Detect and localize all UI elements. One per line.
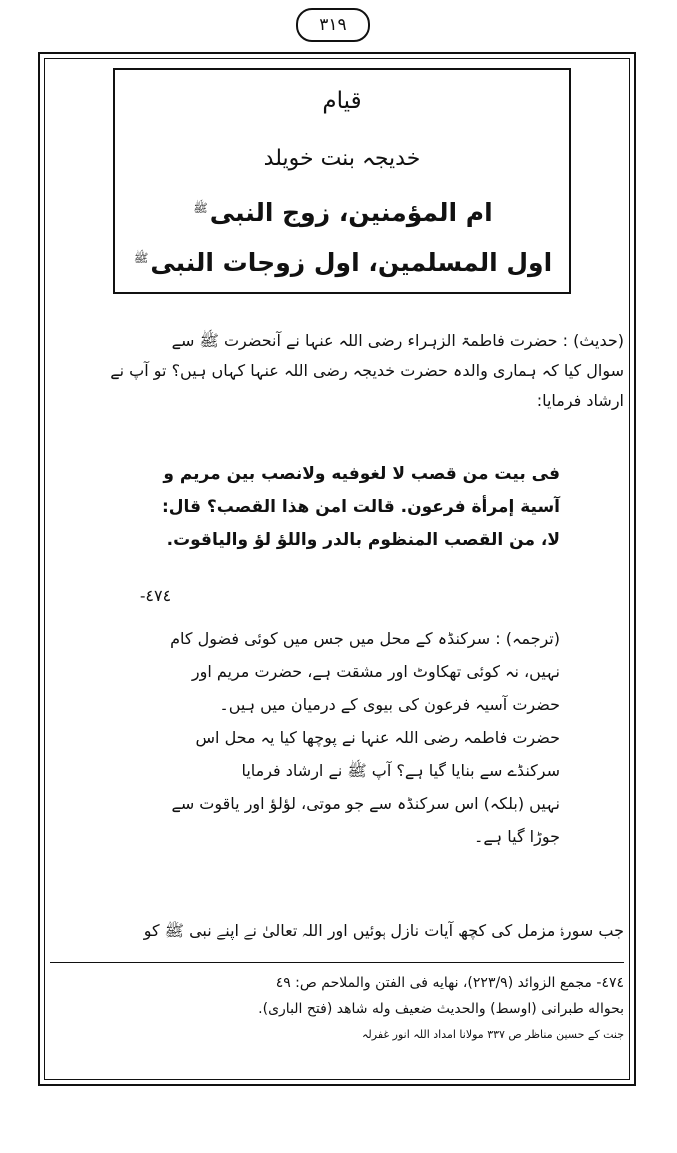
arabic-line: فی بیت من قصب لا لغوفیه ولانصب بین مریم و	[163, 464, 560, 484]
translation-line: جوڑا گیا ہے۔	[474, 827, 560, 846]
closing-line: جب سورۂ مزمل کی کچھ آیات نازل ہوئیں اور اللہ تعالیٰ نے اپنے نبی ﷺ کو	[143, 921, 624, 940]
arabic-line: لا، من القصب المنظوم بالدر واللؤ لؤ والیاقوت.	[166, 530, 560, 550]
translation-line: حضرت آسیہ فرعون کی بیوی کے درمیان میں ہیں۔	[219, 695, 560, 714]
reference-marker: ٤٧٤-	[140, 586, 172, 605]
arabic-hadith-text	[130, 458, 560, 557]
footnote-line: جنت کے حسین مناظر ص ٣٣٧ مولانا امداد اللہ انور غفرلہ	[361, 1028, 624, 1041]
footnote-divider	[50, 962, 624, 963]
hadith-line: (حدیث) : حضرت فاطمۃ الزہراء رضی اللہ عنہا نے آنحضرت ﷺ سے	[171, 331, 624, 350]
salawat-glyph: ﷺ	[133, 250, 149, 265]
footnote-line: ٤٧٤- مجمع الزوائد (٢٢٣/٩)، نهایه فی الفتن والملاحم ص: ٤٩	[275, 975, 624, 991]
title-line-4-text: اول المسلمین، اول زوجات النبی	[150, 248, 553, 277]
title-line-3	[115, 198, 569, 227]
translation-line: نہیں (بلکہ) اس سرکنڈہ سے جو موتی، لؤلؤ اور یاقوت سے	[171, 794, 560, 813]
salawat-glyph: ﷺ	[193, 200, 208, 215]
translation-text	[130, 622, 560, 853]
title-line-3-text: ام المؤمنین، زوج النبی	[209, 198, 493, 227]
title-box	[113, 68, 571, 294]
title-line-4	[115, 248, 569, 277]
footnotes	[50, 970, 624, 1048]
hadith-intro	[50, 326, 624, 416]
translation-line: حضرت فاطمہ رضی اللہ عنہا نے پوچھا کیا یہ محل اس	[195, 728, 560, 747]
hadith-line: سوال کیا کہ ہماری والدہ حضرت خدیجہ رضی اللہ عنہا کہاں ہیں؟ تو آپ نے	[110, 361, 624, 380]
footnote-line: بحواله طبرانی (اوسط) والحدیث ضعیف وله شاهد (فتح الباری).	[258, 1001, 624, 1017]
translation-line: سرکنڈے سے بنایا گیا ہے؟ آپ ﷺ نے ارشاد فرمایا	[241, 761, 560, 780]
person-name: خدیجہ بنت خویلد	[263, 146, 421, 171]
arabic-line: آسیة إمرأة فرعون. قالت امن هذا القصب؟ قال:	[161, 497, 560, 517]
page-number: ٣١٩	[296, 8, 370, 42]
section-heading: قیام	[322, 88, 362, 114]
translation-line: نہیں، نہ کوئی تھکاوٹ اور مشقت ہے، حضرت مریم اور	[191, 662, 560, 681]
translation-line: (ترجمہ) : سرکنڈہ کے محل میں جس میں کوئی فضول کام	[170, 629, 560, 648]
hadith-line: ارشاد فرمایا:	[536, 391, 624, 410]
